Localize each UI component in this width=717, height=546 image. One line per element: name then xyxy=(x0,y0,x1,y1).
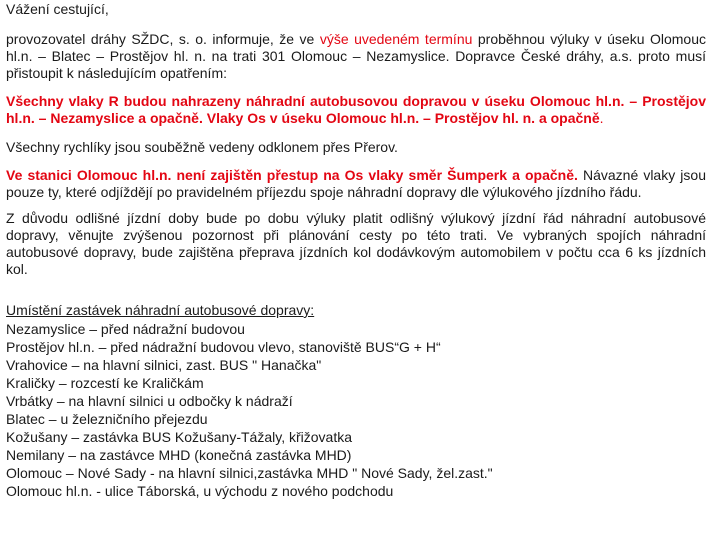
stops-list xyxy=(6,320,706,500)
stop-item: Blatec – u železničního přejezdu xyxy=(6,411,208,427)
stop-item: Nemilany – na zastávce MHD (konečná zastávka MHD) xyxy=(6,447,352,463)
replacement-notice-end: . xyxy=(599,110,604,126)
intro-highlight: výše uvedeném termínu xyxy=(319,31,473,47)
timetable-note: Z důvodu odlišné jízdní doby bude po dobu výluky platit odlišný výlukový jízdní řád náhradní autobusové dopravy, věnujte zvýšenou pozornost při plánování cesty po této trati. Ve vybraných spojích náhradní autobusové dopravy, bude zajištěna přeprava jízdních kol dodávkovým automobilem v počtu cca 6 ks jízdních kol. xyxy=(6,210,706,277)
transfer-warning: Ve stanici Olomouc hl.n. není zajištěn přestup na Os vlaky směr Šumperk a opačně. xyxy=(6,167,578,183)
intro-text-end: proběhnou výluky v úseku Olomouc hl.n. – Blatec – Prostějov hl. n. na trati 301 Olomouc – Nezamyslice. Dopravce České dráhy, a.s. proto musí přistoupit k následujícím opatřením: xyxy=(6,31,706,81)
intro-paragraph xyxy=(6,31,706,82)
stop-item: Vrahovice – na hlavní silnici, zast. BUS " Hanačka" xyxy=(6,357,322,373)
stop-item: Kraličky – rozcestí ke Kraličkám xyxy=(6,375,204,391)
notice-document xyxy=(6,0,706,500)
express-note: Všechny rychlíky jsou souběžně vedeny odklonem přes Přerov. xyxy=(6,139,398,155)
stops-heading: Umístění zastávek náhradní autobusové dopravy: xyxy=(6,302,315,318)
stop-item: Vrbátky – na hlavní silnici u odbočky k nádraží xyxy=(6,393,293,409)
stop-item: Prostějov hl.n. – před nádražní budovou vlevo, stanoviště BUS“G + H“ xyxy=(6,339,441,355)
replacement-notice xyxy=(6,93,706,127)
stop-item: Olomouc hl.n. - ulice Táborská, u východu z nového podchodu xyxy=(6,483,394,499)
intro-text-start: provozovatel dráhy SŽDC, s. o. informuje, že ve xyxy=(6,31,320,47)
transfer-paragraph xyxy=(6,167,706,201)
transfer-details: Návazné vlaky jsou pouze ty, které odjíždějí po pravidelném příjezdu spoje náhradní dopravy dle výlukového jízdního řádu. xyxy=(6,167,706,200)
greeting: Vážení cestující, xyxy=(6,1,109,17)
replacement-notice-text: Všechny vlaky R budou nahrazeny náhradní autobusovou dopravou v úseku Olomouc hl.n. – Prostějov hl.n. – Nezamyslice a opačně. Vlaky Os v úseku Olomouc hl.n. – Prostějov hl. n. a opačně xyxy=(6,93,706,126)
stop-item: Nezamyslice – před nádražní budovou xyxy=(6,321,245,337)
stop-item: Kožušany – zastávka BUS Kožušany-Tážaly, křižovatka xyxy=(6,429,353,445)
stop-item: Olomouc – Nové Sady - na hlavní silnici,zastávka MHD " Nové Sady, žel.zast." xyxy=(6,465,493,481)
